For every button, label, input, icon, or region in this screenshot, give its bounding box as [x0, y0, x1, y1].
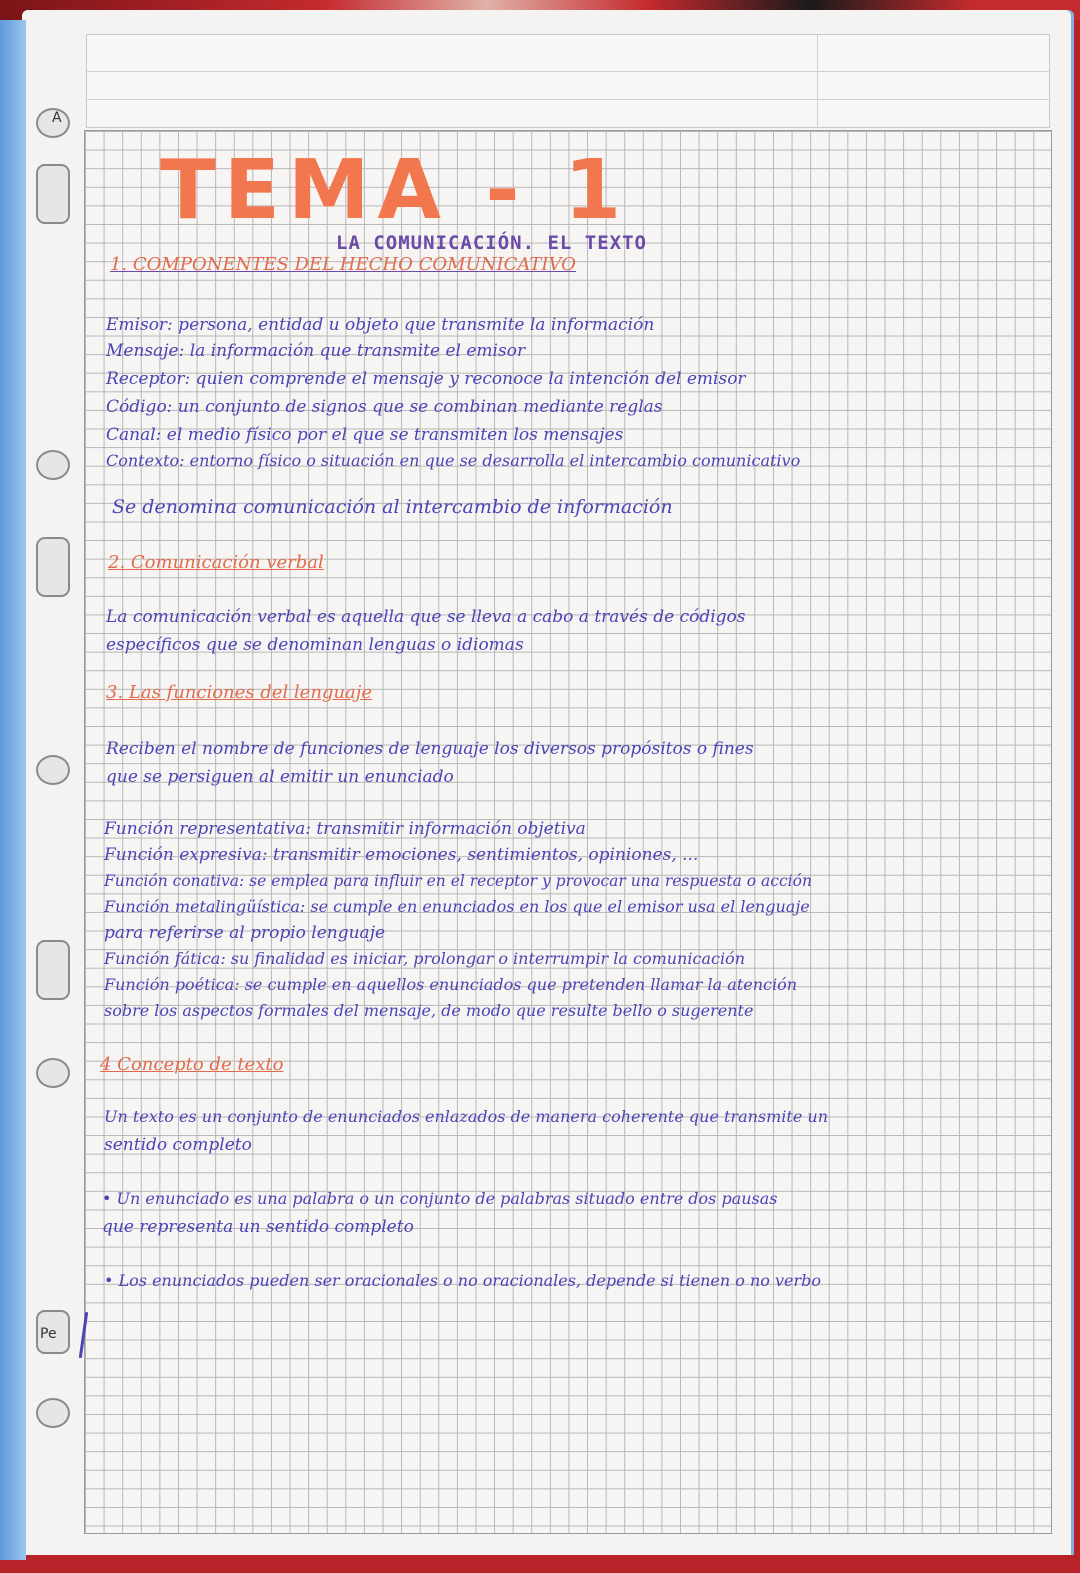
margin-note: Pe — [40, 1326, 57, 1342]
binder-hole — [36, 1058, 70, 1088]
text-line: Función representativa: transmitir información objetiva — [104, 819, 586, 839]
text-line: Canal: el medio físico por el que se transmiten los mensajes — [106, 425, 624, 445]
text-line: específicos que se denominan lenguas o idiomas — [106, 635, 524, 655]
bullet-line: • Los enunciados pueden ser oracionales o no oracionales, depende si tienen o no verbo — [104, 1271, 822, 1290]
binder-hole — [36, 164, 70, 224]
section-heading: 2. Comunicación verbal — [108, 552, 324, 573]
page-title: TEMA - 1 — [160, 143, 630, 238]
text-line: para referirse al propio lenguaje — [104, 923, 386, 943]
binder-hole — [36, 450, 70, 480]
section-heading: 4 Concepto de texto — [100, 1054, 284, 1075]
text-line: sentido completo — [104, 1135, 252, 1155]
section-heading: 1. COMPONENTES DEL HECHO COMUNICATIVO — [110, 254, 576, 275]
text-line: Mensaje: la información que transmite el emisor — [106, 341, 526, 361]
binder-hole — [36, 1398, 70, 1428]
header-rule — [87, 99, 1049, 100]
text-line: La comunicación verbal es aquella que se lleva a cabo a través de códigos — [106, 607, 746, 627]
text-line: Función metalingüística: se cumple en enunciados en los que el emisor usa el lenguaje — [104, 897, 810, 916]
page-binding-edge — [0, 20, 26, 1560]
header-rule — [87, 71, 1049, 72]
text-line: Código: un conjunto de signos que se combinan mediante reglas — [106, 397, 663, 417]
text-line: Receptor: quien comprende el mensaje y reconoce la intención del emisor — [106, 369, 746, 389]
text-line: Función poética: se cumple en aquellos enunciados que pretenden llamar la atención — [104, 975, 798, 994]
page-header-box — [86, 34, 1050, 128]
text-line: Reciben el nombre de funciones de lenguaje los diversos propósitos o fines — [106, 739, 754, 759]
binder-hole — [36, 755, 70, 785]
text-line: sobre los aspectos formales del mensaje, de modo que resulte bello o sugerente — [104, 1001, 754, 1020]
binder-hole — [36, 940, 70, 1000]
text-line: Contexto: entorno físico o situación en que se desarrolla el intercambio comunicativo — [106, 451, 801, 470]
definition-line: Se denomina comunicación al intercambio de información — [112, 496, 673, 518]
binder-hole — [36, 537, 70, 597]
text-line: Función conativa: se emplea para influir en el receptor y provocar una respuesta o acción — [104, 872, 812, 890]
text-line: Emisor: persona, entidad u objeto que transmite la información — [106, 315, 655, 335]
header-divider — [817, 35, 818, 127]
bullet-line: que representa un sentido completo — [102, 1217, 414, 1237]
text-line: Función expresiva: transmitir emociones, sentimientos, opiniones, ... — [104, 845, 699, 865]
text-line: Función fática: su finalidad es iniciar, prolongar o interrumpir la comunicación — [104, 949, 745, 968]
text-line: Un texto es un conjunto de enunciados enlazados de manera coherente que transmite un — [104, 1107, 829, 1126]
section-heading: 3. Las funciones del lenguaje — [106, 682, 373, 703]
tab-letter: A — [52, 110, 62, 126]
page-subtitle: LA COMUNICACIÓN. EL TEXTO — [336, 232, 647, 254]
text-line: que se persiguen al emitir un enunciado — [106, 767, 454, 787]
bullet-line: • Un enunciado es una palabra o un conjunto de palabras situado entre dos pausas — [102, 1189, 778, 1208]
